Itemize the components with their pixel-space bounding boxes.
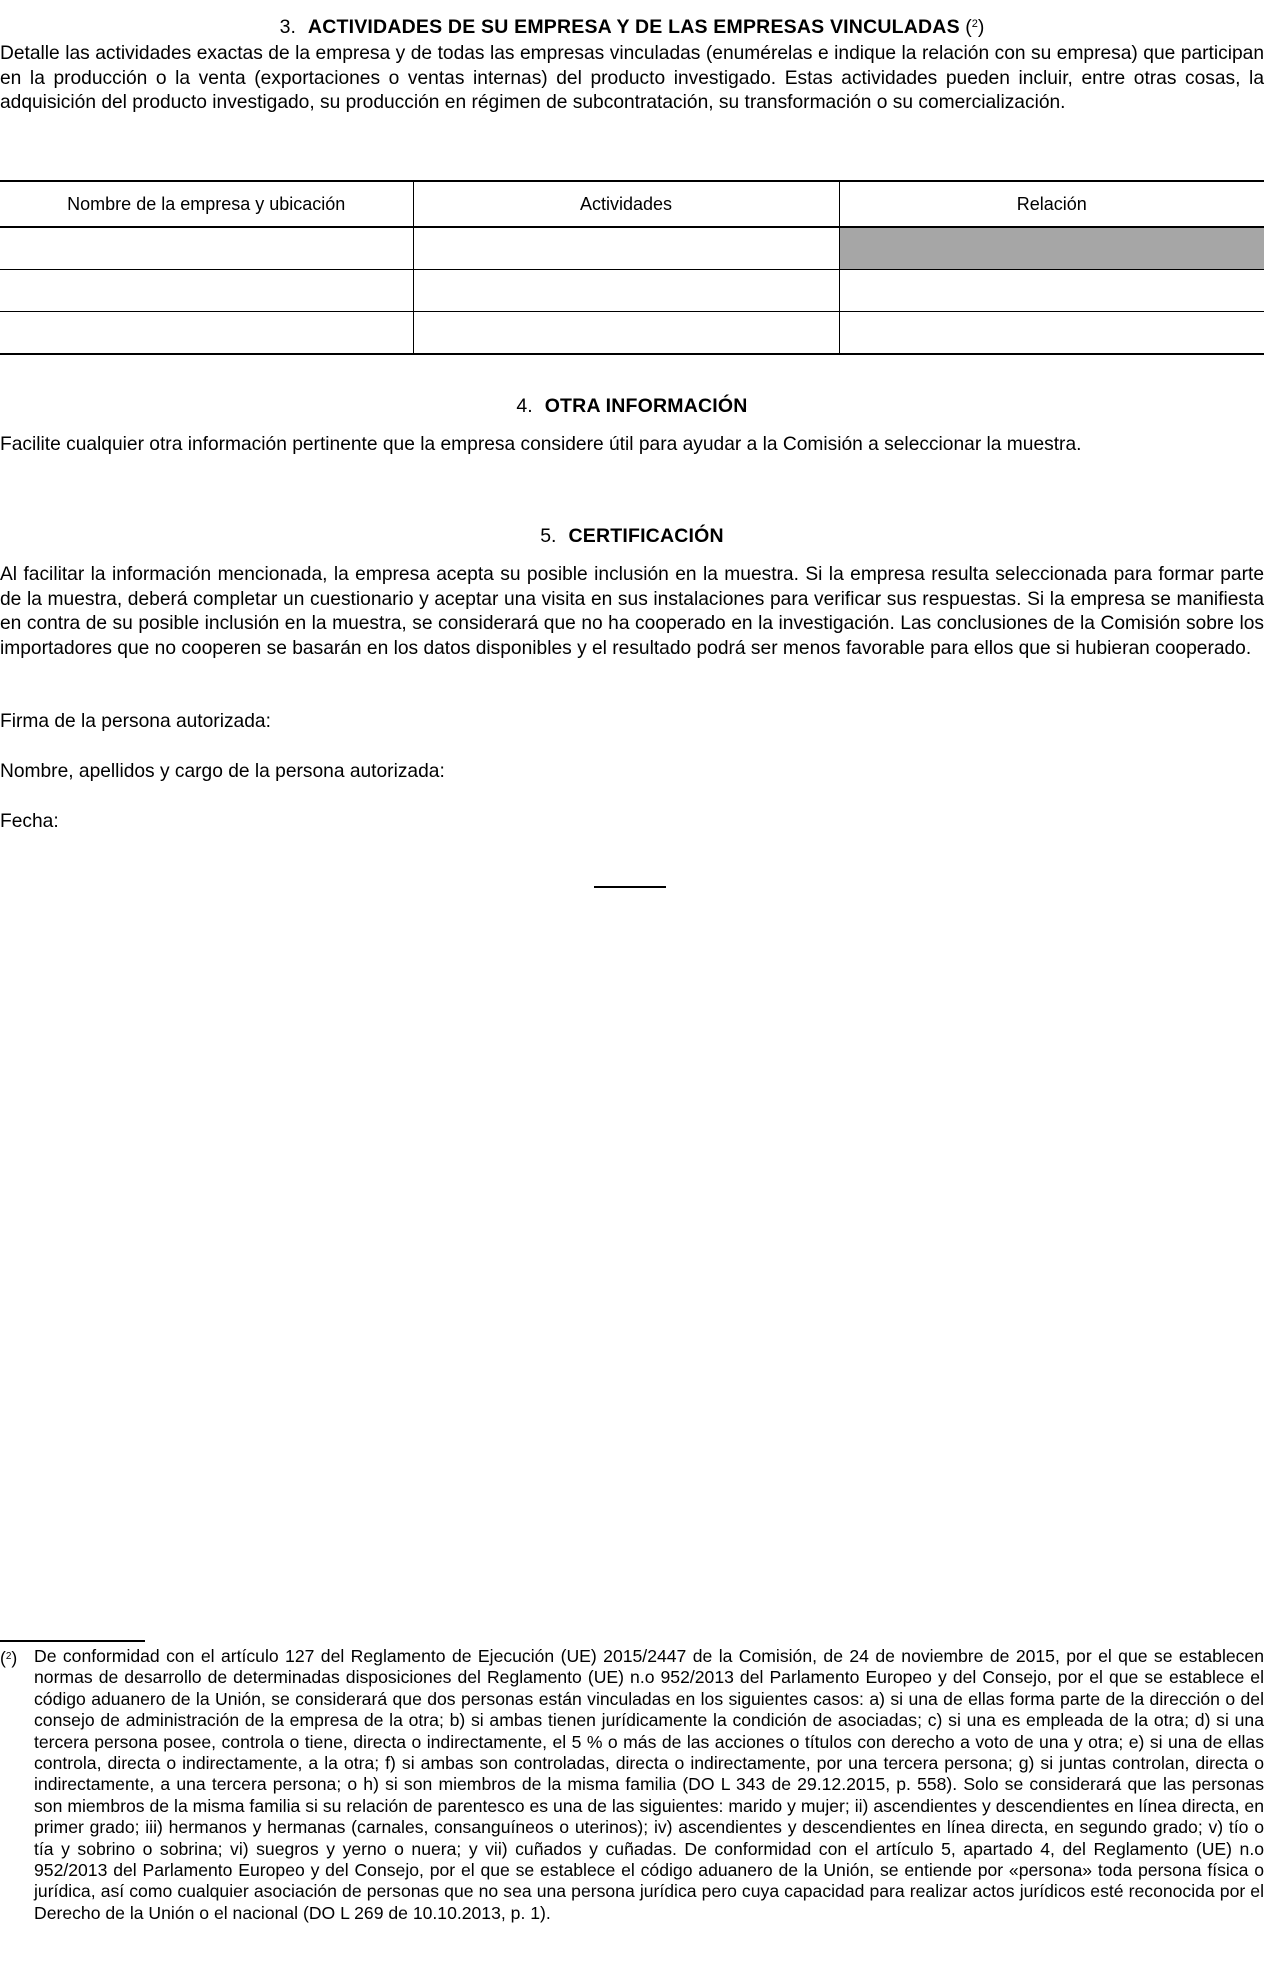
section-3-title: ACTIVIDADES DE SU EMPRESA Y DE LAS EMPRESAS VINCULADAS [307,16,960,38]
table-cell-activities[interactable] [413,270,839,312]
note-ref-open: ( [965,16,972,38]
column-header-company: Nombre de la empresa y ubicación [0,181,413,227]
table-cell-company[interactable] [0,312,413,355]
activities-table [0,180,1264,355]
table-row [0,312,1264,355]
section-4-heading [0,394,1264,418]
footnote-mark-close: ) [11,1648,18,1668]
section-4-title: OTRA INFORMACIÓN [544,395,748,417]
footnote-text: De conformidad con el artículo 127 del Reglamento de Ejecución (UE) 2015/2447 de la Comisión, de 24 de noviembre de 2015, por el que se establecen normas de desarrollo de determinadas disposiciones del Reglamento (UE) n.o 952/2013 del Parlamento Europeo y del Consejo, por el que se establece el código aduanero de la Unión, se considerará que dos personas están vinculadas en los siguientes casos: a) si una de ellas forma parte de la dirección o del consejo de administración de la empresa de la otra; b) si ambas tienen jurídicamente la condición de asociadas; c) si una es empleada de la otra; d) si una tercera persona posee, controla o tiene, directa o indirectamente, el 5 % o más de las acciones o títulos con derecho a voto de una y otra; e) si una de ellas controla, directa o indirectamente, a la otra; f) si ambas son controladas, directa o indirectamente, por una tercera persona; g) si juntas controlan, directa o indirectamente, a una tercera persona; o h) si son miembros de la misma familia (DO L 343 de 29.12.2015, p. 558). Solo se considerará que las personas son miembros de la misma familia si su relación de parentesco es una de las siguientes: marido y mujer; ii) ascendientes y descendientes en línea directa, en primer grado; iii) hermanos y hermanas (carnales, consanguíneos o uterinos); iv) ascendientes y descendientes en línea directa, en segundo grado; v) tío o tía y sobrino o sobrina; vi) suegros y yerno o nuera; y vii) cuñados y cuñadas. De conformidad con el artículo 5, apartado 4, del Reglamento (UE) n.o 952/2013 del Parlamento Europeo y del Consejo, por el que se establece el código aduanero de la Unión, se entiende por «persona» toda persona física o jurídica, así como cualquier asociación de personas que no sea una persona jurídica pero cuya capacidad para realizar actos jurídicos esté reconocida por el Derecho de la Unión o el nacional (DO L 269 de 10.10.2013, p. 1). [34,1646,1264,1923]
table-cell-relation-shaded [839,227,1264,270]
section-5-title: CERTIFICACIÓN [568,525,724,547]
footnote-2 [0,1646,1264,1924]
footnote-separator [0,1640,145,1642]
footnote-mark-open: ( [0,1648,6,1668]
table-cell-relation[interactable] [839,312,1264,355]
section-4-number: 4. [516,395,533,417]
table-row [0,227,1264,270]
date-label: Fecha: [0,811,59,832]
table-row [0,270,1264,312]
table-header-row [0,181,1264,227]
column-header-relation: Relación [839,181,1264,227]
column-header-activities: Actividades [413,181,839,227]
section-3-note-reference[interactable] [965,16,984,38]
section-5-number: 5. [540,525,557,547]
section-5-paragraph: Al facilitar la información mencionada, la empresa acepta su posible inclusión en la muestra. Si la empresa resulta seleccionada para formar parte de la muestra, deberá completar un cuestionario y aceptar una visita en sus instalaciones para verificar sus respuestas. Si la empresa se manifiesta en contra de su posible inclusión en la muestra, se considerará que no ha cooperado en la investigación. Las conclusiones de la Comisión sobre los importadores que no cooperen se basarán en los datos disponibles y el resultado podrá ser menos favorable para ellos que si hubieran cooperado. [0,564,1264,659]
footnote-mark [0,1646,30,1669]
table-cell-relation[interactable] [839,270,1264,312]
note-ref-close: ) [977,16,985,38]
signature-label: Firma de la persona autorizada: [0,711,271,732]
footnote-mark-number: 2 [5,1651,12,1662]
table-cell-activities[interactable] [413,227,839,270]
note-ref-number: 2 [971,18,978,30]
table-cell-company[interactable] [0,270,413,312]
section-3-heading [0,12,1264,39]
section-4-paragraph: Facilite cualquier otra información pertinente que la empresa considere útil para ayudar a la Comisión a seleccionar la muestra. [0,434,1082,455]
name-and-position-label: Nombre, apellidos y cargo de la persona autorizada: [0,761,445,782]
table-cell-company[interactable] [0,227,413,270]
section-3-number: 3. [279,16,296,38]
section-3-paragraph: Detalle las actividades exactas de la empresa y de todas las empresas vinculadas (enumérelas e indique la relación con su empresa) que participan en la producción o la venta (exportaciones o ventas internas) del producto investigado. Estas actividades pueden incluir, entre otras cosas, la adquisición del producto investigado, su producción en régimen de subcontratación, su transformación o su comercialización. [0,43,1264,113]
end-of-form-rule [594,886,666,888]
table-cell-activities[interactable] [413,312,839,355]
section-5-heading [0,524,1264,548]
